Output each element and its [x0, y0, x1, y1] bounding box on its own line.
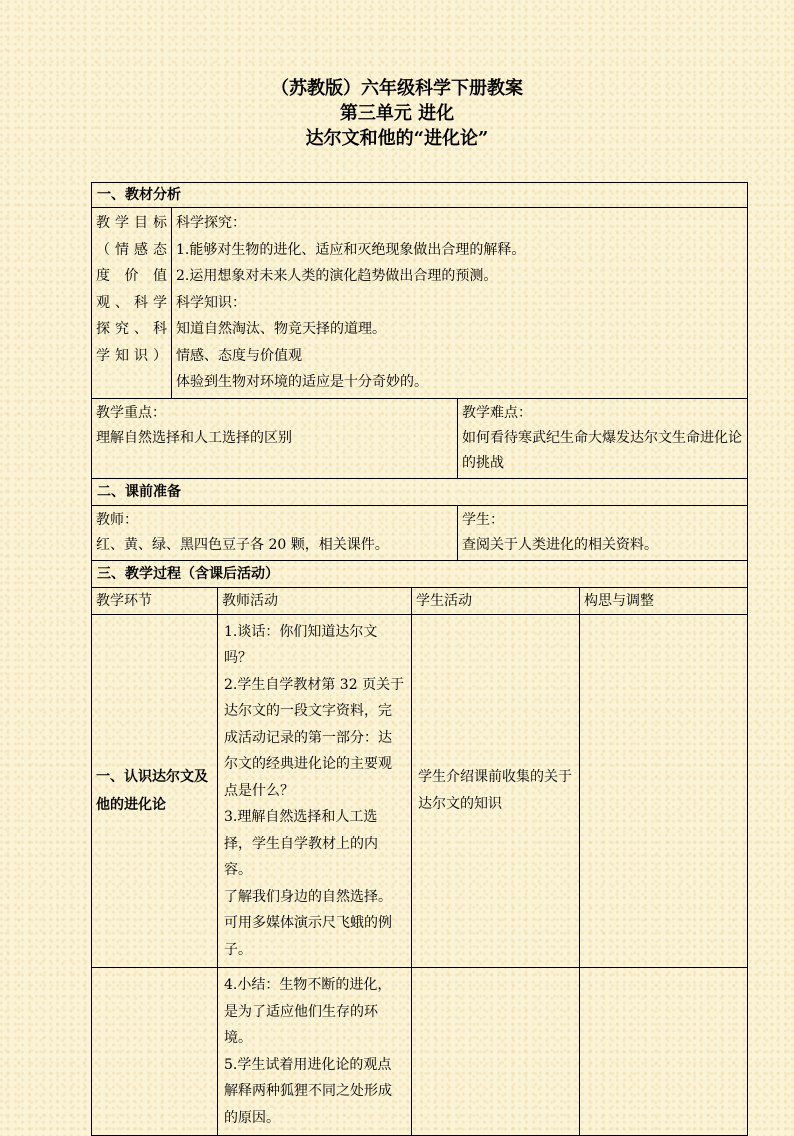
student-prep-text: 查阅关于人类进化的相关资料。 [462, 536, 658, 553]
notes-cell [580, 614, 748, 968]
student-prep-cell [458, 505, 748, 560]
difficulty-text: 如何看待寒武纪生命大爆发达尔文生命进化论的挑战 [462, 429, 742, 471]
teacher-prep-cell [92, 505, 458, 560]
goal-line: 情感、态度与价值观 [176, 347, 302, 364]
goal-label-line: 教学目标 [96, 215, 167, 231]
teacher-activity-line: 5.学生试着用进化论的观点解释两种狐狸不同之处形成的原因。 [224, 1056, 392, 1126]
student-prep-label: 学生： [462, 511, 504, 528]
teacher-activity-line: 1.谈话：你们知道达尔文吗？ [224, 623, 378, 666]
column-header-student: 学生活动 [412, 587, 580, 614]
title-line-3: 达尔文和他的“进化论” [305, 128, 489, 149]
column-header-stage: 教学环节 [92, 587, 218, 614]
teacher-activity-cell [218, 968, 412, 1136]
goal-line: 体验到生物对环境的适应是十分奇妙的。 [176, 374, 428, 390]
goal-label [92, 208, 172, 399]
goal-line: 科学知识： [176, 294, 246, 311]
teacher-activity-line: 2.学生自学教材第 32 页关于达尔文的一段文字资料，完成活动记录的第一部分：达尔文的经典进化论的主要观点是什么？ [224, 676, 405, 799]
difficulty-cell [458, 398, 748, 478]
stage-cell [92, 968, 218, 1136]
goal-label-line: 度 价 值 [96, 268, 167, 284]
key-points-label: 教学重点： [96, 404, 166, 421]
student-activity-cell [412, 968, 580, 1136]
column-header-notes: 构思与调整 [580, 587, 748, 614]
section-1-heading: 一、教材分析 [92, 183, 748, 208]
goal-line: 科学探究： [176, 215, 246, 231]
difficulty-label: 教学难点： [462, 404, 532, 421]
goal-label-line: 观、科学 [96, 294, 167, 311]
title-line-2: 第三单元 进化 [339, 103, 455, 124]
goal-label-line: 探究、科 [96, 321, 167, 337]
teacher-activity-line: 3.理解自然选择和人工选择，学生自学教材上的内容。 [224, 809, 378, 878]
goal-line: 知道自然淘汰、物竞天择的道理。 [176, 321, 386, 337]
title-line-1: （苏教版）六年级科学下册教案 [271, 78, 523, 99]
section-2-heading: 二、课前准备 [92, 478, 748, 505]
key-points-text: 理解自然选择和人工选择的区别 [96, 429, 292, 446]
teacher-prep-text: 红、黄、绿、黑四色豆子各 20 颗，相关课件。 [96, 536, 389, 553]
goal-line: 1.能够对生物的进化、适应和灭绝现象做出合理的解释。 [176, 241, 526, 258]
teacher-activity-cell [218, 614, 412, 968]
stage-cell: 一、认识达尔文及他的进化论 [92, 614, 218, 968]
document-title [0, 76, 794, 151]
lesson-plan-table [91, 182, 748, 1136]
goal-line: 2.运用想象对未来人类的演化趋势做出合理的预测。 [176, 268, 498, 284]
goal-label-line: 学知识） [96, 347, 167, 364]
goal-label-line: （情感态 [96, 241, 167, 258]
column-header-teacher: 教师活动 [218, 587, 412, 614]
notes-cell [580, 968, 748, 1136]
section-3-heading: 三、教学过程（含课后活动） [92, 560, 748, 587]
teacher-activity-line: 了解我们身边的自然选择。可用多媒体演示尺飞蛾的例子。 [224, 888, 392, 958]
student-activity-cell: 学生介绍课前收集的关于达尔文的知识 [412, 614, 580, 968]
teacher-activity-line: 4.小结：生物不断的进化，是为了适应他们生存的环境。 [224, 977, 392, 1046]
key-points-cell [92, 398, 458, 478]
goal-content [172, 208, 748, 399]
teacher-prep-label: 教师： [96, 511, 138, 528]
